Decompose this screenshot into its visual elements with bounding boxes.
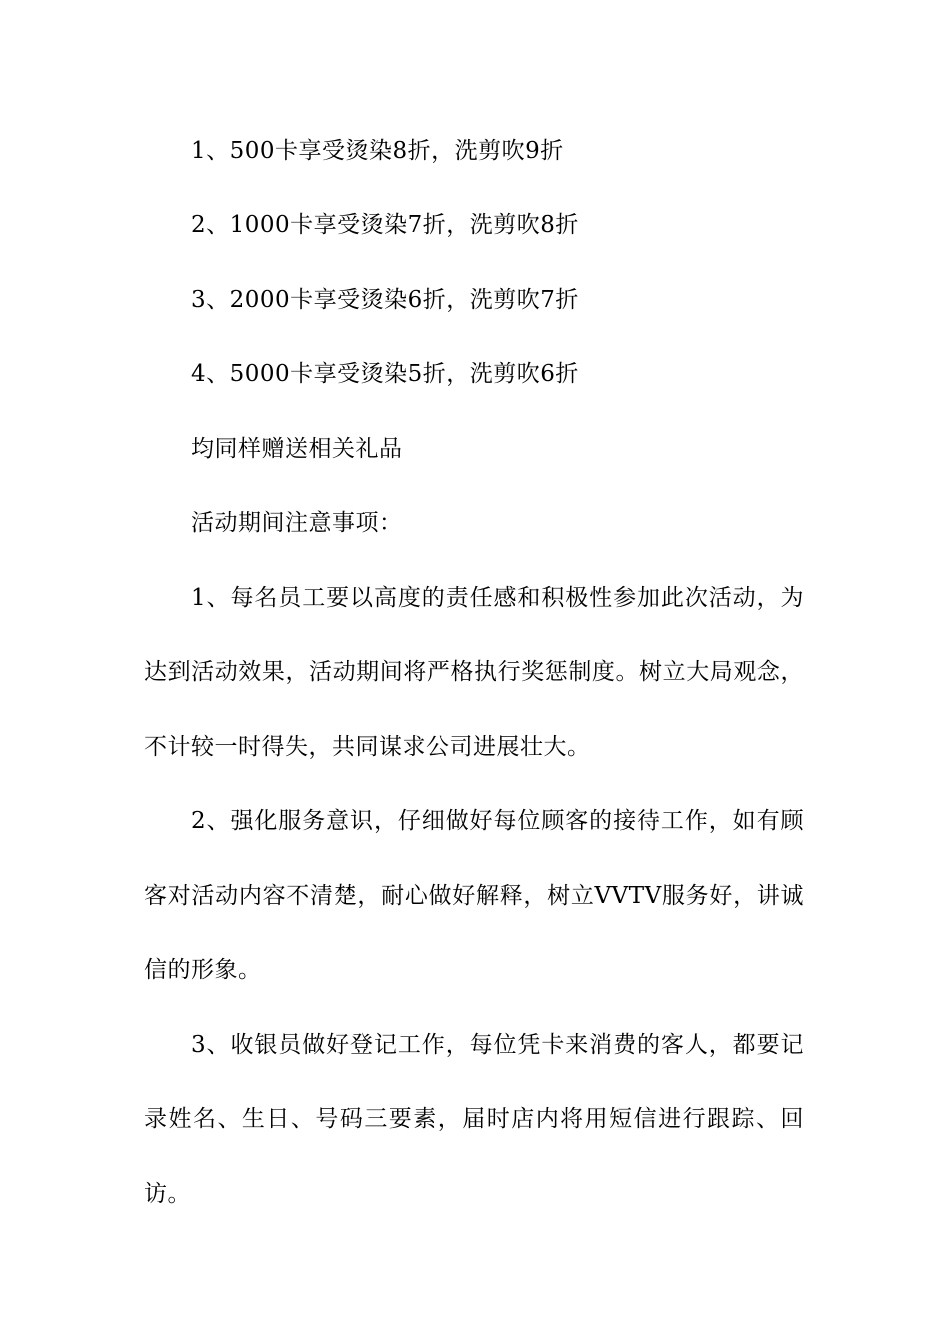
note-2-line-2: 客对活动内容不清楚，耐心做好解释，树立VVTV服务好，讲诚 <box>144 883 804 909</box>
note-3-line-1: 3、收银员做好登记工作，每位凭卡来消费的客人，都要记 <box>191 1032 804 1058</box>
card-tier-1: 1、500卡享受烫染8折，洗剪吹9折 <box>191 138 564 164</box>
note-1-line-3: 不计较一时得失，共同谋求公司进展壮大。 <box>144 734 591 760</box>
note-1-line-2: 达到活动效果，活动期间将严格执行奖惩制度。树立大局观念， <box>144 659 804 685</box>
notes-heading: 活动期间注意事项： <box>191 510 403 536</box>
card-tier-4: 4、5000卡享受烫染5折，洗剪吹6折 <box>191 361 579 387</box>
gift-note: 均同样赠送相关礼品 <box>191 436 403 462</box>
note-2-line-1: 2、强化服务意识，仔细做好每位顾客的接待工作，如有顾 <box>191 808 804 834</box>
note-1-line-1: 1、每名员工要以高度的责任感和积极性参加此次活动，为 <box>191 585 804 611</box>
note-3-line-2: 录姓名、生日、号码三要素，届时店内将用短信进行跟踪、回 <box>144 1106 804 1132</box>
card-tier-3: 3、2000卡享受烫染6折，洗剪吹7折 <box>191 287 579 313</box>
note-3-line-3: 访。 <box>144 1181 191 1207</box>
card-tier-2: 2、1000卡享受烫染7折，洗剪吹8折 <box>191 212 579 238</box>
note-2-line-3: 信的形象。 <box>144 957 262 983</box>
